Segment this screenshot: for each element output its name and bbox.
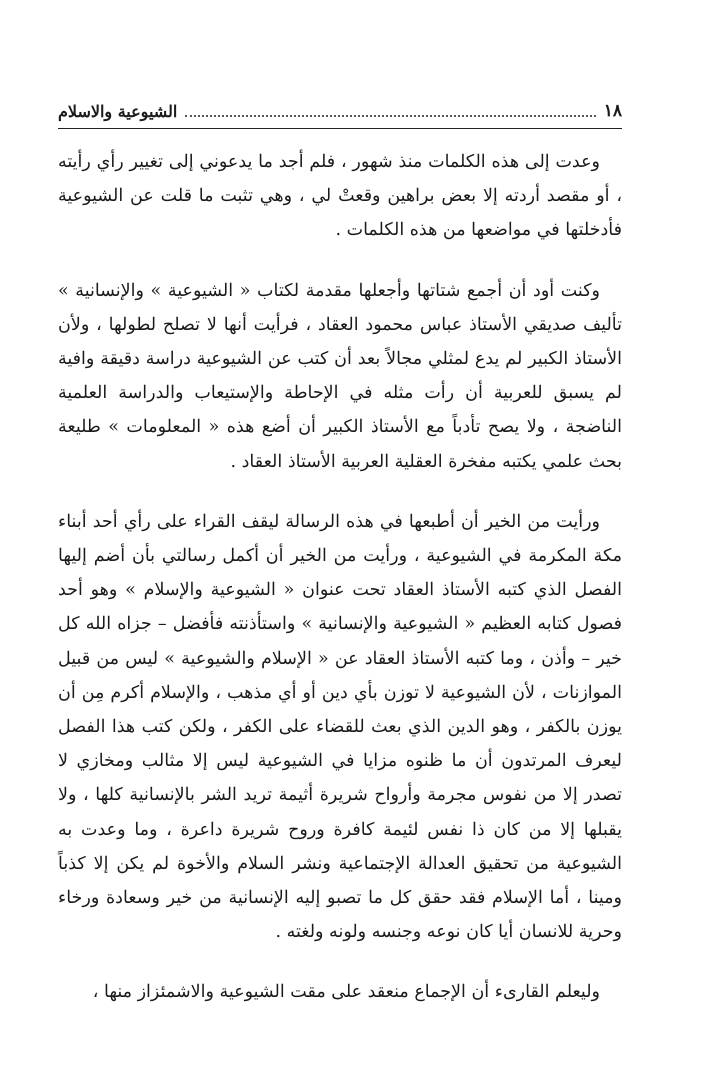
page-number: ١٨ (603, 101, 622, 121)
paragraph: وكنت أود أن أجمع شتاتها وأجعلها مقدمة لكتاب « الشيوعية » والإنسانية » تأليف صديقي الأستاذ عباس محمود العقاد ، فرأيت أنها لا تصلح لطولها ، ولأن الأستاذ الكبير لم يدع لمثلي مجالاً بعد أن كتب عن الشيوعية دراسة دقيقة وافية لم يسبق للعربية أن رأت مثله في الإحاطة والإستيعاب والدراسة العلمية الناضجة ، ولا يصح تأدباً مع الأستاذ الكبير أن أضع هذه « المعلومات » طليعة بحث علمي يكتبه مفخرة العقلية العربية الأستاذ العقاد . (58, 280, 622, 472)
running-title: الشيوعية والاسلام (58, 101, 178, 121)
body-text (58, 145, 622, 1010)
paragraph: ورأيت من الخير أن أطبعها في هذه الرسالة ليقف القراء على رأي أحد أبناء مكة المكرمة في الشيوعية ، ورأيت من الخير أن أكمل رسالتي بأن أضم إليها الفصل الذي كتبه الأستاذ العقاد تحت عنوان « الشيوعية والإسلام » وهو أحد فصول كتابه العظيم « الشيوعية والإنسانية » واستأذنته فأفضل – جزاه الله كل خير – وأذن ، وما كتبه الأستاذ العقاد عن « الإسلام والشيوعية » ليس من قبيل الموازنات ، لأن الشيوعية لا توزن بأي دين أو أي مذهب ، والإسلام أكرم مِن أن يوزن بالكفر ، وهو الدين الذي بعث للقضاء على الكفر ، ولكن كتب هذا الفصل ليعرف المرتدون أن ما ظنوه مزايا في الشيوعية ليس إلا مثالب ومخازي لا تصدر إلا من نفوس مجرمة وأرواح شريرة أثيمة تريد الشر بالإنسانية كلها ، ولا يقبلها إلا من كان ذا نفس لئيمة كافرة وروح شريرة داعرة ، وما وعدت به الشيوعية من تحقيق العدالة الإجتماعية ونشر السلام والأخوة لم يكن إلا كذباً ومينا ، أما الإسلام فقد حقق كل ما تصبو إليه الإنسانية من خير وسعادة ورخاء وحرية للانسان أيا كان نوعه وجنسه ولونه ولغته . (58, 511, 622, 943)
header-dotted-leader (185, 105, 595, 117)
running-header (58, 96, 622, 126)
header-rule (58, 128, 622, 129)
paragraph: وعدت إلى هذه الكلمات منذ شهور ، فلم أجد ما يدعوني إلى تغيير رأي رأيته ، أو مقصد أردته إلا بعض براهين وقعتْ لي ، وهي تثبت ما قلت عن الشيوعية فأدخلتها في مواضعها من هذه الكلمات . (58, 152, 622, 241)
book-page (58, 96, 622, 1036)
paragraph: وليعلم القارىء أن الإجماع منعقد على مقت الشيوعية والاشمئزاز منها ، (92, 982, 600, 1003)
